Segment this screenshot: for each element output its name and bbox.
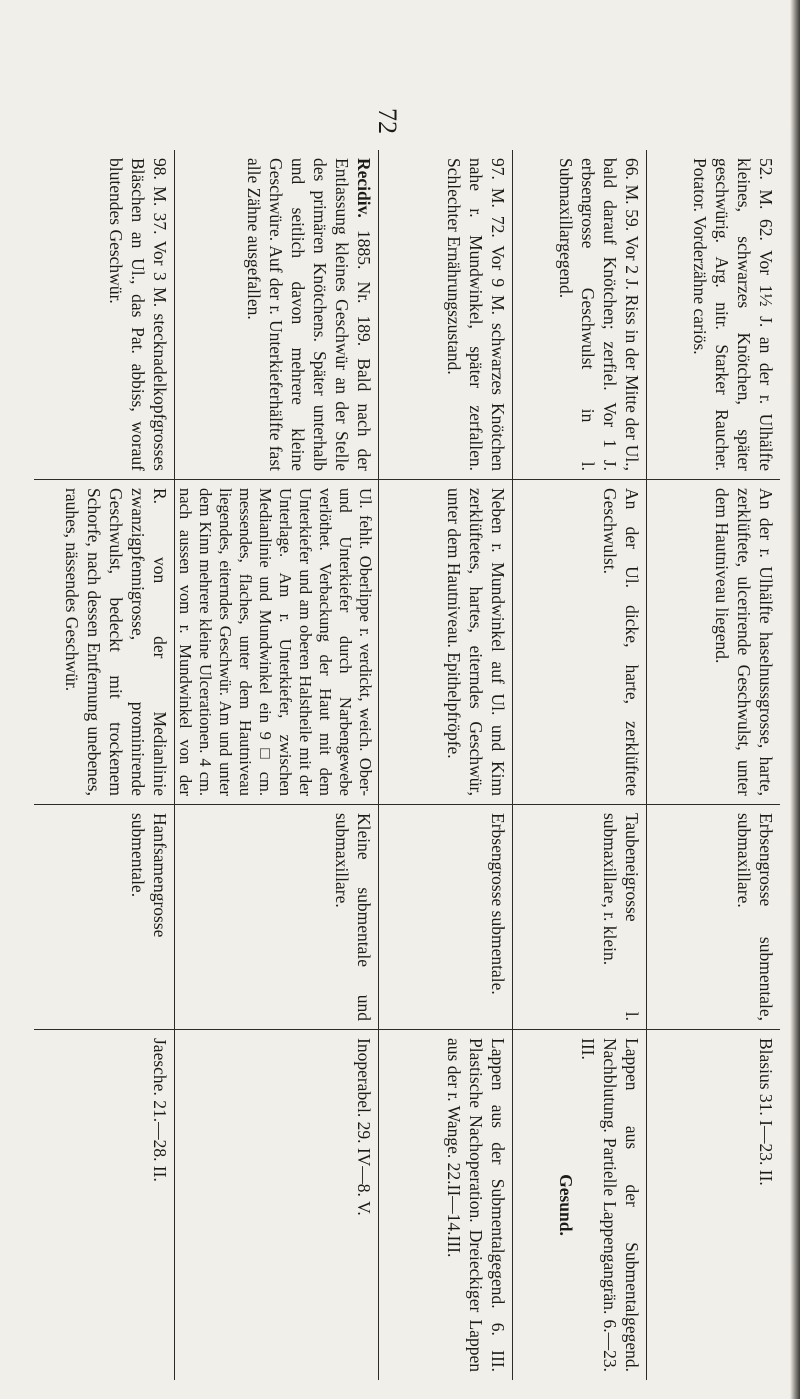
- glands-cell: Erbsengrosse submentale.: [379, 805, 512, 1030]
- history-cell: 52. M. 62. Vor 1½ J. an der r. Ulhälfte kleines, schwarzes Knötchen, später geschwürig. Arg. nitr. Starker Raucher. Potator. Vorderzähne cariös.: [647, 150, 780, 480]
- glands-cell: Hanfsamengrosse submentale.: [34, 805, 174, 1030]
- page-number: 72: [373, 108, 402, 134]
- therapy-cell: Blasius 31. I—23. II.: [756, 1038, 776, 1186]
- therapy-result: Gesund.: [556, 1174, 576, 1236]
- history-text: 1885. Nr. 189. Bald nach der Entlassung kleines Geschwür an der Stelle des primären Knötchens. Später unterhalb und seitlich davon mehrere kleine Geschwüre. Auf der r. Unterkieferhälfte fast alle Zähne ausgefallen.: [244, 158, 374, 472]
- table-row: [646, 150, 780, 1380]
- local-findings-cell: Ul. fehlt. Oberlippe r. verdickt, weich. Ober- und Unterkiefer durch Narbengewebe verlöthet. Verbackung der Haut mit dem Unterkiefer und am oberen Halstheile mit der Unterlage. Am r. Unterkiefer, zwischen Medianlinie und Mundwinkel ein 9 □ cm. messendes, flaches, unter dem Hautniveau liegendes, eiterndes Geschwür. Am und unter dem Kinn mehrere kleine Ulcerationen. 4 cm. nach aussen vom r. Mundwinkel von der: [175, 480, 378, 805]
- local-findings-cell: An der r. Ulhälfte haselnussgrosse, harte, zerklüftete, ulcerirende Geschwulst, unter dem Hautniveau liegend.: [647, 480, 780, 805]
- local-findings-cell: Neben r. Mundwinkel auf Ul. und Kinn zerklüftetes, hartes, eiterndes Geschwür, unter dem Hautniveau. Epithelpfröpfe.: [379, 480, 512, 805]
- local-findings-cell: An der Ul. dicke, harte, zerklüftete Geschwulst.: [513, 480, 646, 805]
- history-cell: 97. M. 72. Vor 9 M. schwarzes Knötchen nahe r. Mundwinkel, später zerfallen. Schlechter Ernährungszustand.: [379, 150, 512, 480]
- recidiv-label: Recidiv.: [354, 158, 374, 218]
- table-row: [512, 150, 646, 1380]
- therapy-cell: Inoperabel. 29. IV—8. V.: [354, 1038, 374, 1216]
- therapy-text: Lappen aus der Submentalgegend. Nachblutung. Partielle Lappengangrän. 6.—23. III.: [578, 1038, 642, 1372]
- therapy-cell: Jaesche. 21.—28. II.: [150, 1038, 170, 1182]
- table-row: [174, 150, 378, 1380]
- page-edge: [790, 0, 800, 1399]
- therapy-cell: Lappen aus der Submentalgegend. 6. III. Plastische Nachoperation. Dreieckiger Lappen aus der r. Wange. 22.II—14.III.: [444, 1038, 508, 1372]
- glands-cell: Erbsengrosse submentale, submaxillare.: [647, 805, 780, 1030]
- table-row: [378, 150, 512, 1380]
- glands-cell: Kleine submentale und submaxillare.: [175, 805, 378, 1030]
- table-row: [34, 150, 174, 1380]
- history-cell: 66. M. 59. Vor 2 J. Riss in der Mitte der Ul., bald darauf Knötchen; zerfiel. Vor 1 J. erbsengrosse Geschwulst in l. Submaxillargegend.: [513, 150, 646, 480]
- therapy-cell: [513, 1030, 646, 1380]
- glands-cell: Taubeneigrosse l. submaxillare, r. klein.: [513, 805, 646, 1030]
- case-table: [62, 150, 780, 1380]
- local-findings-cell: R. von der Medianlinie zwanzigpfennigrosse, prominirende Geschwulst, bedeckt mit trockenem Schorfe, nach dessen Entfernung unebenes, rauhes, nässendes Geschwür.: [34, 480, 174, 805]
- history-cell: 98. M. 37. Vor 3 M. stecknadelkopfgrosses Bläschen an Ul., das Pat. abbiss, worauf blutendes Geschwür.: [34, 150, 174, 480]
- history-cell: [175, 150, 378, 480]
